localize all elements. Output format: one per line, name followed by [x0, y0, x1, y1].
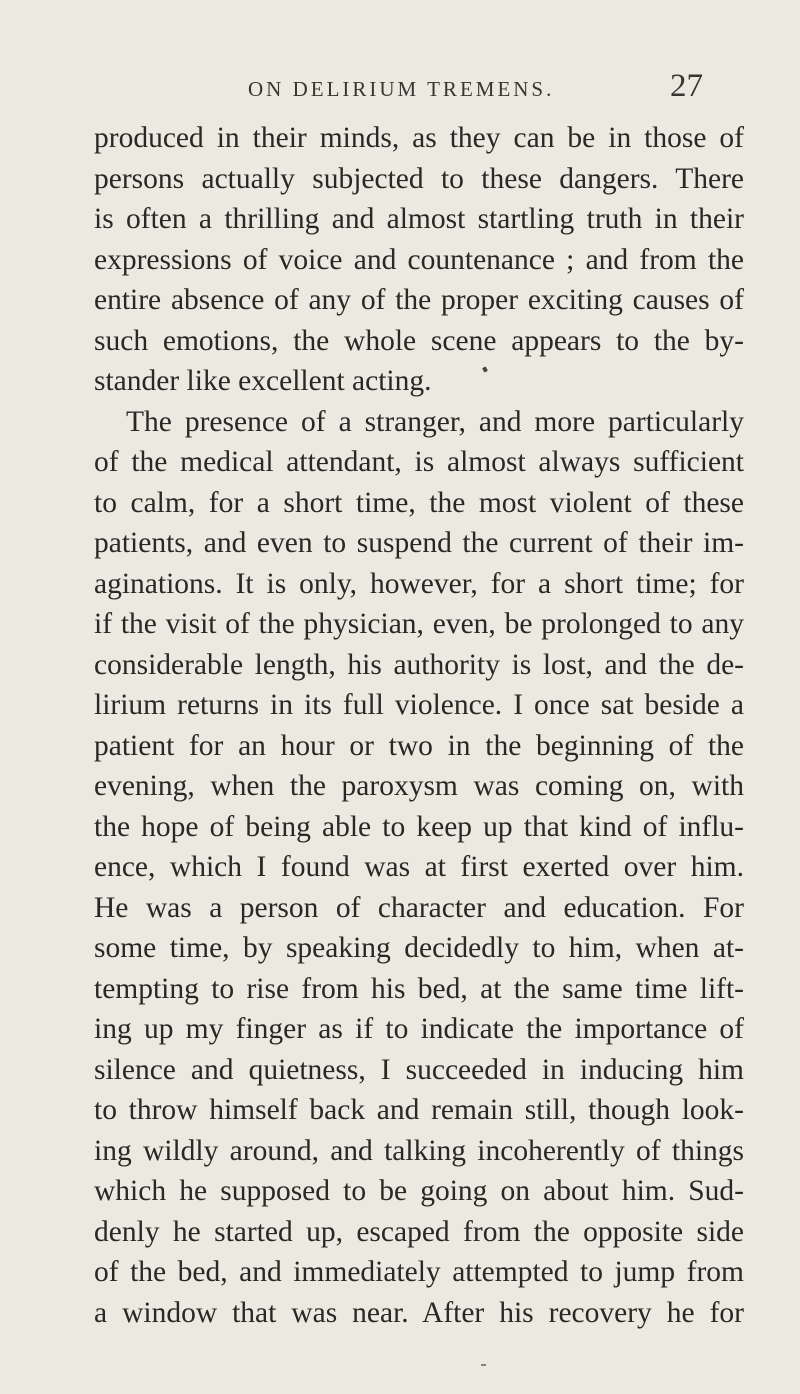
- text-line: of the medical attendant, is almost always sufficient: [94, 446, 744, 478]
- text-line: to calm, for a short time, the most violent of these: [94, 486, 744, 519]
- text-line: a window that was near. After his recovery he for: [94, 1296, 744, 1329]
- text-line: stander like excellent acting.: [94, 365, 432, 397]
- text-line: tempting to rise from his bed, at the same time lift-: [94, 972, 744, 1005]
- text-line: lirium returns in its full violence. I once sat beside a: [94, 689, 744, 721]
- text-line: aginations. It is only, however, for a short time; for: [94, 567, 744, 600]
- text-line: silence and quietness, I succeeded in inducing him: [94, 1053, 744, 1086]
- text-line: produced in their minds, as they can be in those of: [94, 122, 744, 154]
- text-line: persons actually subjected to these dangers. There: [94, 162, 744, 195]
- text-line: such emotions, the whole scene appears to the by-: [94, 324, 744, 357]
- text-line: some time, by speaking decidedly to him, when at-: [94, 932, 744, 964]
- text-line: patient for an hour or two in the beginning of the: [94, 729, 744, 762]
- running-title: ON DELIRIUM TREMENS.: [248, 77, 555, 101]
- text-line: ing wildly around, and talking incoherently of things: [94, 1134, 744, 1167]
- text-line: if the visit of the physician, even, be prolonged to any: [94, 608, 744, 640]
- text-line: to throw himself back and remain still, though look-: [94, 1094, 744, 1126]
- text-line: considerable length, his authority is lost, and the de-: [94, 648, 744, 681]
- text-line: which he supposed to be going on about him. Sud-: [94, 1175, 744, 1207]
- body-text: [94, 118, 744, 1333]
- text-line: is often a thrilling and almost startling truth in their: [94, 203, 744, 235]
- ink-speck: [481, 1364, 486, 1366]
- text-line: of the bed, and immediately attempted to jump from: [94, 1256, 744, 1288]
- text-line: patients, and even to suspend the current of their im-: [94, 527, 744, 559]
- running-head: [0, 68, 800, 114]
- text-line: evening, when the paroxysm was coming on, with: [94, 770, 744, 802]
- text-line: ing up my finger as if to indicate the importance of: [94, 1013, 744, 1045]
- text-line: ence, which I found was at first exerted over him.: [94, 851, 744, 883]
- text-line: denly he started up, escaped from the opposite side: [94, 1215, 744, 1248]
- text-line: expressions of voice and countenance ; and from the: [94, 243, 744, 276]
- page-number: 27: [670, 68, 703, 104]
- text-line: entire absence of any of the proper exciting causes of: [94, 284, 744, 316]
- text-line: He was a person of character and education. For: [94, 891, 744, 924]
- paragraph-start-line: The presence of a stranger, and more particularly: [126, 405, 744, 438]
- text-line: the hope of being able to keep up that kind of influ-: [94, 810, 744, 843]
